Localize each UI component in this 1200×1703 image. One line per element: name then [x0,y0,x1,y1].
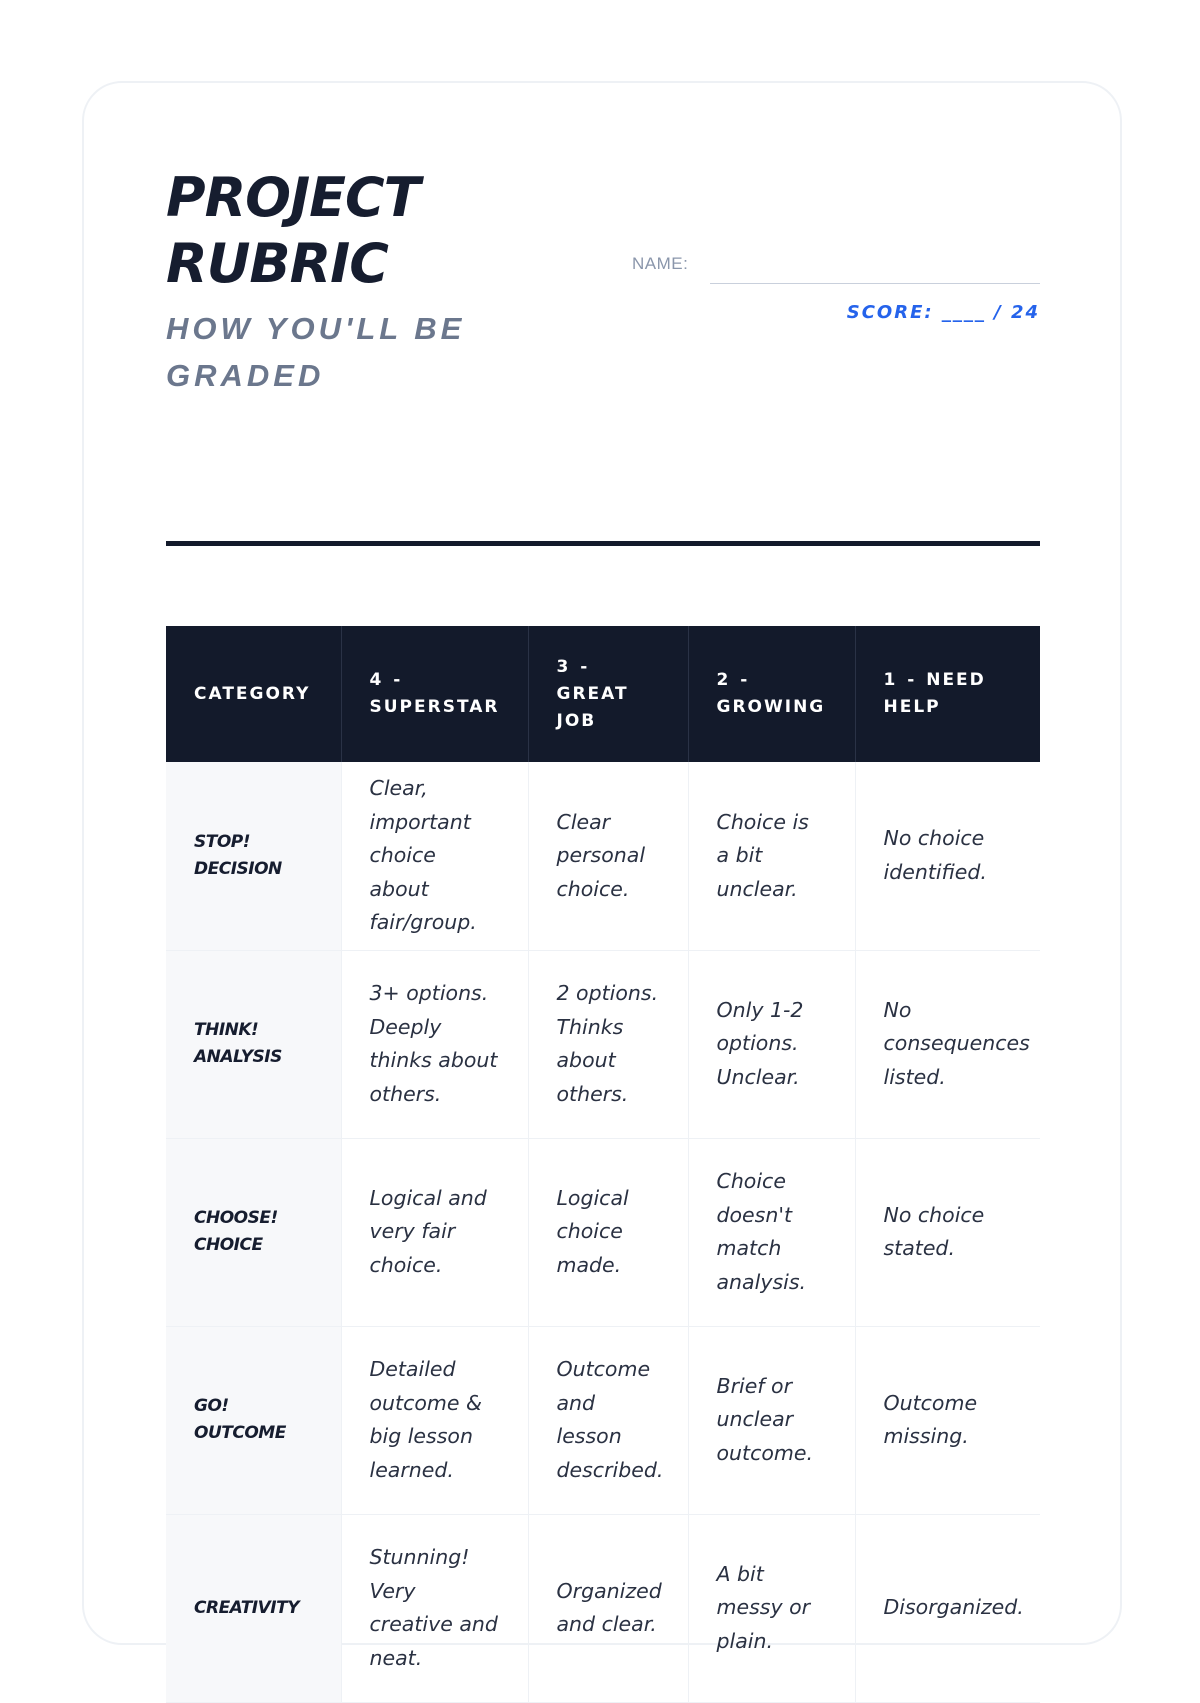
criteria-cell: Stunning! Very creative and neat. [341,1514,528,1702]
category-cell: THINK! ANALYSIS [166,950,341,1138]
criteria-cell: Logical and very fair choice. [341,1138,528,1326]
criteria-cell: No consequences listed. [855,950,1040,1138]
criteria-cell: Brief or unclear outcome. [688,1326,855,1514]
rubric-card [82,81,1122,1670]
criteria-cell: A bit messy or plain. [688,1514,855,1702]
header-divider [166,541,1040,546]
criteria-cell: Disorganized. [855,1514,1040,1702]
criteria-cell: Clear personal choice. [528,762,688,950]
column-header: 3 - GREAT JOB [528,626,688,762]
table-header-row [166,626,1040,762]
criteria-cell: Clear, important choice about fair/group. [341,762,528,950]
table-row [166,1514,1040,1702]
criteria-cell: 2 options. Thinks about others. [528,950,688,1138]
page-title: PROJECT RUBRIC [166,166,420,295]
category-cell: CHOOSE! CHOICE [166,1138,341,1326]
criteria-cell: Outcome missing. [855,1326,1040,1514]
column-header: 1 - NEED HELP [855,626,1040,762]
category-cell: GO! OUTCOME [166,1326,341,1514]
criteria-cell: Choice is a bit unclear. [688,762,855,950]
rubric-table [166,626,1040,1703]
criteria-cell: 3+ options. Deeply thinks about others. [341,950,528,1138]
column-header: CATEGORY [166,626,341,762]
page-subtitle: HOW YOU'LL BE GRADED [166,311,466,393]
column-header: 2 - GROWING [688,626,855,762]
column-header: 4 - SUPERSTAR [341,626,528,762]
criteria-cell: Organized and clear. [528,1514,688,1702]
table-row [166,1326,1040,1514]
score-label: SCORE: ____ / 24 [846,302,1040,323]
table-row [166,950,1040,1138]
criteria-cell: Detailed outcome & big lesson learned. [341,1326,528,1514]
criteria-cell: Outcome and lesson described. [528,1326,688,1514]
criteria-cell: Only 1-2 options. Unclear. [688,950,855,1138]
criteria-cell: Choice doesn't match analysis. [688,1138,855,1326]
category-cell: CREATIVITY [166,1514,341,1702]
category-cell: STOP! DECISION [166,762,341,950]
criteria-cell: No choice identified. [855,762,1040,950]
rubric-header [166,165,1040,465]
name-input-line[interactable] [710,283,1040,284]
criteria-cell: No choice stated. [855,1138,1040,1326]
table-row [166,762,1040,950]
name-label: NAME: [632,254,689,273]
table-row [166,1138,1040,1326]
criteria-cell: Logical choice made. [528,1138,688,1326]
name-field[interactable] [632,249,1040,289]
